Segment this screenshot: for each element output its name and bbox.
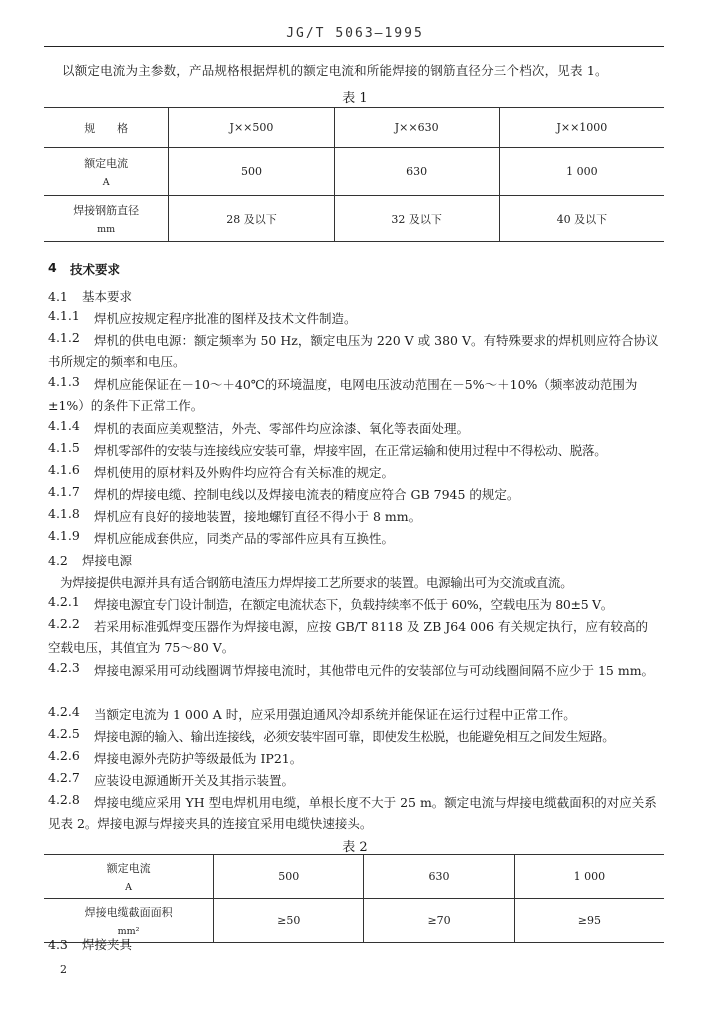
table2-cell: ≥95 xyxy=(514,899,664,943)
clause-number: 4.1.8 xyxy=(48,506,80,521)
table1-diameter-row xyxy=(44,196,664,242)
table1-current-unit: A xyxy=(102,177,110,188)
section-4-2-title: 焊接电源 xyxy=(82,553,133,568)
section-4-2-intro: 为焊接提供电源并具有适合钢筋电渣压力焊焊接工艺所要求的装置。电源输出可为交流或直流。 xyxy=(60,575,573,590)
table1-cell: 1 000 xyxy=(499,148,664,196)
clause-text: 焊接电源外壳防护等级最低为 IP21。 xyxy=(94,751,303,766)
table1-current-label: 额定电流 xyxy=(84,157,129,170)
table1-spec-label: 规 格 xyxy=(44,108,169,148)
clause-number: 4.2.2 xyxy=(48,616,80,631)
table1-cell: 28 及以下 xyxy=(169,196,334,242)
clause-text: 当额定电流为 1 000 A 时，应采用强迫通风冷却系统并能保证在运行过程中正常工作。 xyxy=(94,707,576,722)
header-rule xyxy=(44,46,664,47)
clause-number: 4.1.6 xyxy=(48,462,80,477)
table1-cell: 40 及以下 xyxy=(499,196,664,242)
table1-cell: 630 xyxy=(334,148,499,196)
intro-paragraph: 以额定电流为主参数，产品规格根据焊机的额定电流和所能焊接的钢筋直径分三个档次，见表 1。 xyxy=(62,63,608,78)
table1-diameter-unit: mm xyxy=(97,224,116,235)
table1-row-label xyxy=(44,196,169,242)
table2-area-label: 焊接电缆截面面积 xyxy=(84,906,173,919)
section-4-title: 技术要求 xyxy=(70,262,121,277)
clause-text: 应装设电源通断开关及其指示装置。 xyxy=(94,773,295,788)
clause-text: 焊机的供电电源：额定频率为 50 Hz，额定电压为 220 V 或 380 V。有特殊要求的焊机则应符合协议书所规定的频率和电压。 xyxy=(48,333,659,369)
table2-area-unit: mm² xyxy=(117,926,140,937)
clause-number: 4.1.4 xyxy=(48,418,80,433)
clause-text: 焊机的表面应美观整洁，外壳、零部件均应涂漆、氧化等表面处理。 xyxy=(94,421,470,436)
clause-text: 焊接电源采用可动线圈调节焊接电流时，其他带电元件的安装部位与可动线圈间隔不应少于 15 mm。 xyxy=(94,663,655,678)
table1-caption: 表 1 xyxy=(342,91,368,106)
clause-number: 4.1.7 xyxy=(48,484,80,499)
clause-text: 焊接电源宜专门设计制造，在额定电流状态下，负载持续率不低于 60%，空载电压为 80±5 V。 xyxy=(94,597,613,612)
table1-header-row xyxy=(44,108,664,148)
clause-text: 焊机应有良好的接地装置，接地螺钉直径不得小于 8 mm。 xyxy=(94,509,422,524)
table2-area-row xyxy=(44,899,664,943)
clause-text: 焊机应按规定程序批准的图样及技术文件制造。 xyxy=(94,311,357,326)
table1-cell: 32 及以下 xyxy=(334,196,499,242)
clause-number: 4.2.3 xyxy=(48,660,80,675)
clause-number: 4.1.2 xyxy=(48,330,80,345)
section-4-3-title: 焊接夹具 xyxy=(82,937,133,952)
clause-number: 4.1.5 xyxy=(48,440,80,455)
clause-text: 焊机应能成套供应，同类产品的零部件应具有互换性。 xyxy=(94,531,395,546)
table1-spec-cell: J××500 xyxy=(169,108,334,148)
section-4-1-number: 4.1 xyxy=(48,289,68,304)
table2-caption: 表 2 xyxy=(342,840,368,855)
table2 xyxy=(44,854,664,943)
table2-cell: 500 xyxy=(214,855,364,899)
table2-cell: 1 000 xyxy=(514,855,664,899)
table1 xyxy=(44,107,664,242)
table2-current-unit: A xyxy=(125,882,133,893)
running-header: JG/T 5063—1995 xyxy=(286,26,424,41)
clause-number: 4.2.1 xyxy=(48,594,80,609)
clause-number: 4.2.8 xyxy=(48,792,80,807)
clause-number: 4.2.7 xyxy=(48,770,80,785)
section-4-number: 4 xyxy=(48,260,57,275)
clause-number: 4.2.4 xyxy=(48,704,80,719)
clause-text: 焊接电源的输入、输出连接线，必须安装牢固可靠，即使发生松脱，也能避免相互之间发生短路。 xyxy=(94,729,615,744)
clause-text: 焊机使用的原材料及外购件均应符合有关标准的规定。 xyxy=(94,465,395,480)
table1-current-row xyxy=(44,148,664,196)
table2-current-row xyxy=(44,855,664,899)
clause-number: 4.2.5 xyxy=(48,726,80,741)
section-4-2-number: 4.2 xyxy=(48,553,68,568)
section-4-1-title: 基本要求 xyxy=(82,289,133,304)
section-4-3-number: 4.3 xyxy=(48,937,68,952)
table2-cell: 630 xyxy=(364,855,514,899)
table1-spec-cell: J××1000 xyxy=(499,108,664,148)
table1-spec-cell: J××630 xyxy=(334,108,499,148)
clause-number: 4.1.3 xyxy=(48,374,80,389)
page-number: 2 xyxy=(60,963,67,976)
clause-text: 焊机的焊接电缆、控制电线以及焊接电流表的精度应符合 GB 7945 的规定。 xyxy=(94,487,520,502)
table2-cell: ≥70 xyxy=(364,899,514,943)
clause-text: 焊接电缆应采用 YH 型电焊机用电缆，单根长度不大于 25 m。额定电流与焊接电缆截面积的对应关系见表 2。焊接电源与焊接夹具的连接宜采用电缆快速接头。 xyxy=(48,795,657,831)
table1-diameter-label: 焊接钢筋直径 xyxy=(73,204,140,217)
clause-number: 4.1.1 xyxy=(48,308,80,323)
clause-text: 若采用标准弧焊变压器作为焊接电源，应按 GB/T 8118 及 ZB J64 006 有关规定执行，应有较高的空载电压，其值宜为 75～80 V。 xyxy=(48,619,648,655)
table2-cell: ≥50 xyxy=(214,899,364,943)
table2-current-label: 额定电流 xyxy=(106,862,151,875)
table1-cell: 500 xyxy=(169,148,334,196)
table2-row-label xyxy=(44,855,214,899)
clause-number: 4.2.6 xyxy=(48,748,80,763)
table1-row-label xyxy=(44,148,169,196)
clause-text: 焊机零部件的安装与连接线应安装可靠，焊接牢固，在正常运输和使用过程中不得松动、脱落。 xyxy=(94,443,607,458)
clause-text: 焊机应能保证在－10～＋40℃的环境温度，电网电压波动范围在－5%～＋10%（频率波动范围为±1%）的条件下正常工作。 xyxy=(48,377,638,413)
clause-number: 4.1.9 xyxy=(48,528,80,543)
